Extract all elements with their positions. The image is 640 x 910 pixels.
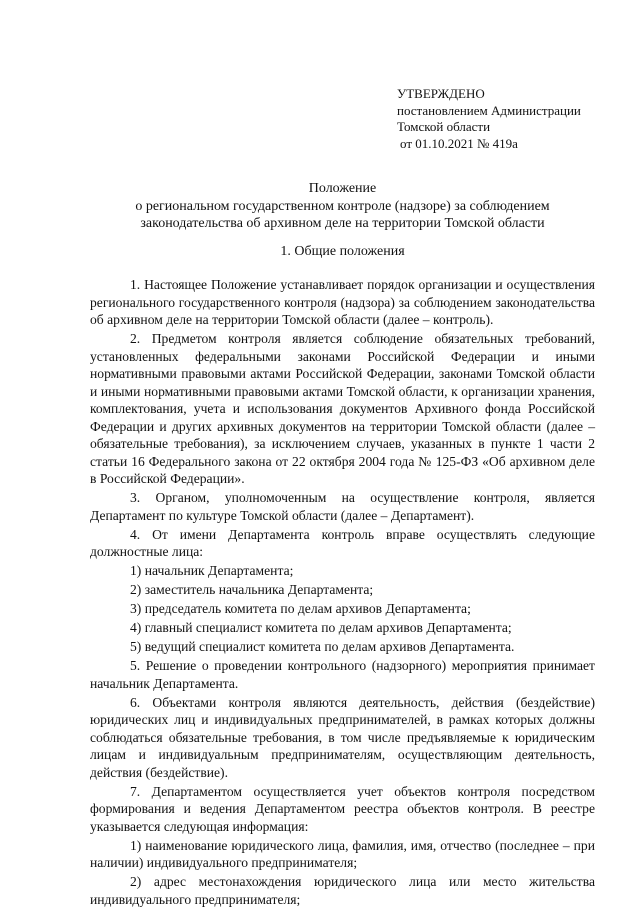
document-subtitle-line1: о региональном государственном контроле (надзоре) за соблюдением (135, 199, 550, 214)
paragraph-6: 6. Объектами контроля являются деятельность, действия (бездействие) юридических лиц и индивидуальных предпринимателей, в рамках которых должны соблюдаться обязательные требования, в том числе предъявляемые к юридическим лицам и индивидуальным предпринимателям, осуществляющим деятельность, действия (бездействие). (90, 694, 595, 780)
approval-resolution: постановлением Администрации (397, 102, 581, 118)
paragraph-2: 2. Предметом контроля является соблюдение обязательных требований, установленных федеральными законами Российской Федерации и иными нормативными правовыми актами Российской Федерации, законами Томской области и иными нормативными правовыми актами Томской области, к организации хранения, комплектования, учета и использования документов Архивного фонда Российской Федерации и других архивных документов на территории Томской области (далее – обязательные требования), за исключением случаев, указанных в пункте 1 части 2 статьи 16 Федерального закона от 22 октября 2004 года № 125-ФЗ «Об архивном деле в Российской Федерации». (90, 331, 595, 486)
approval-title: УТВЕРЖДЕНО (397, 86, 485, 101)
document-body (90, 276, 595, 910)
paragraph-3: 3. Органом, уполномоченным на осуществление контроля, является Департамент по культуре Томской области (далее – Департамент). (90, 490, 595, 523)
list-item: 1) наименование юридического лица, фамилия, имя, отчество (последнее – при наличии) индивидуального предпринимателя; (90, 837, 595, 870)
list-item: 2) адрес местонахождения юридического лица или место жительства индивидуального предпринимателя; (90, 874, 595, 907)
list-item: 4) главный специалист комитета по делам архивов Департамента; (130, 620, 512, 635)
paragraph-7: 7. Департаментом осуществляется учет объектов контроля посредством формирования и ведения Департаментом реестра объектов контроля. В реестре указывается следующая информация: (90, 783, 595, 834)
paragraph-1: 1. Настоящее Положение устанавливает порядок организации и осуществления регионального государственного контроля (надзора) за соблюдением законодательства об архивном деле на территории Томской области (далее – контроль). (90, 277, 595, 327)
list-item: 5) ведущий специалист комитета по делам архивов Департамента. (130, 639, 515, 654)
document-subtitle-line2: законодательства об архивном деле на территории Томской области (140, 216, 545, 231)
approval-date-number: от 01.10.2021 № 419а (400, 135, 518, 151)
list-item: 3) председатель комитета по делам архивов Департамента; (130, 601, 471, 616)
list-item: 2) заместитель начальника Департамента; (130, 582, 374, 597)
section-heading: 1. Общие положения (280, 244, 405, 259)
paragraph-4: 4. От имени Департамента контроль вправе осуществлять следующие должностные лица: (90, 526, 595, 559)
paragraph-5: 5. Решение о проведении контрольного (надзорного) мероприятия принимает начальник Департамента. (90, 658, 595, 691)
approval-region: Томской области (397, 119, 491, 134)
document-title: Положение (308, 181, 377, 196)
approval-stamp (397, 86, 581, 152)
list-item: 1) начальник Департамента; (130, 563, 294, 578)
